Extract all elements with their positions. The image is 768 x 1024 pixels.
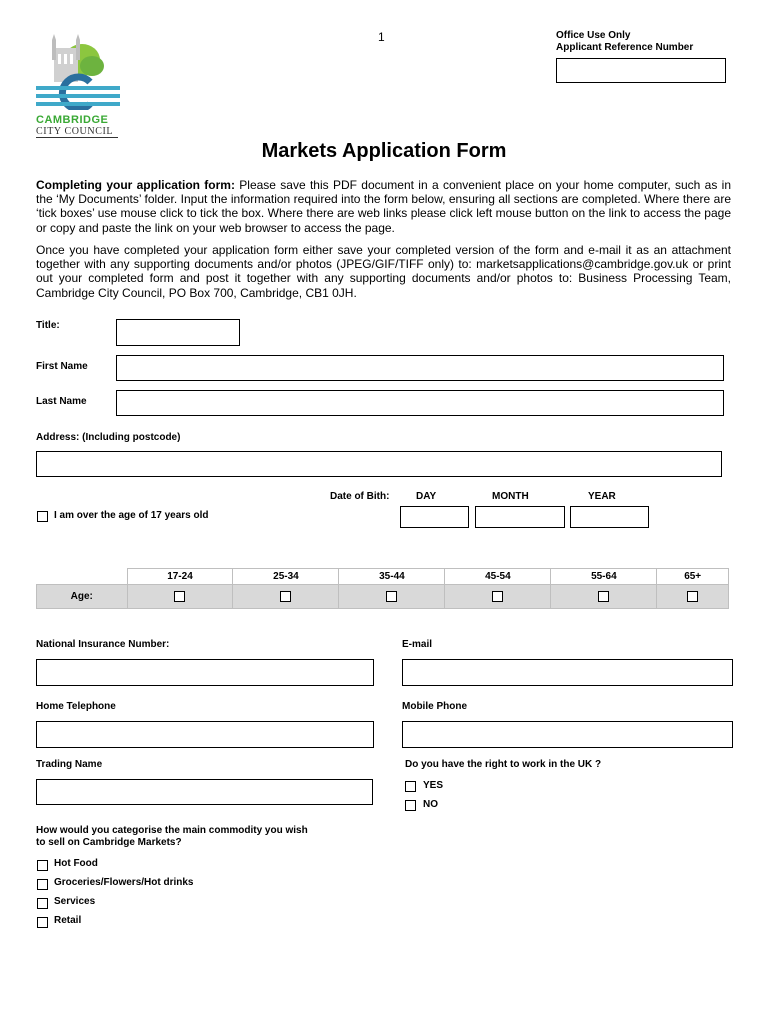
age-cell-1 <box>233 585 339 609</box>
age-cell-4 <box>551 585 657 609</box>
dob-label: Date of Bith: <box>330 491 390 502</box>
page-number: 1 <box>378 30 385 44</box>
dob-month-label: MONTH <box>492 491 529 502</box>
title-label: Title: <box>36 320 60 331</box>
first-name-label: First Name <box>36 361 88 372</box>
age-label: Age: <box>37 585 128 609</box>
intro-paragraph-2: Once you have completed your application form either save your completed version of the form and e-mail it as an attachment together with any supporting documents and/or photos (JPEG/GIF/TIFF only) to: marketsapplications@cambridge.gov.uk or print out your completed form and post it together with any supporting documents and/or photos to: Business Processing Team, Cambridge City Council, PO Box 700, Cambridge, CB1 0JH. <box>36 243 731 300</box>
commodity-label-hot-food: Hot Food <box>54 858 98 869</box>
email-label: E-mail <box>402 639 433 650</box>
right-to-work-yes-checkbox[interactable] <box>405 781 416 792</box>
age-range-5: 65+ <box>657 569 729 585</box>
commodity-label-groceries: Groceries/Flowers/Hot drinks <box>54 877 194 888</box>
age-table <box>36 568 729 609</box>
age-range-3: 45-54 <box>445 569 551 585</box>
applicant-ref-label: Applicant Reference Number <box>556 42 694 53</box>
age-checkbox-2[interactable] <box>386 591 397 602</box>
email-field[interactable] <box>402 659 733 686</box>
trading-name-label: Trading Name <box>36 759 103 770</box>
commodity-checkbox-hot-food[interactable] <box>37 860 48 871</box>
right-to-work-no-checkbox[interactable] <box>405 800 416 811</box>
ni-field[interactable] <box>36 659 374 686</box>
last-name-field[interactable] <box>116 390 724 416</box>
trading-name-field[interactable] <box>36 779 373 805</box>
home-telephone-field[interactable] <box>36 721 374 748</box>
title-field[interactable] <box>116 319 240 346</box>
commodity-question-line2: to sell on Cambridge Markets? <box>36 837 182 848</box>
age-cell-2 <box>339 585 445 609</box>
office-use-block <box>556 30 693 54</box>
commodity-question <box>36 825 308 849</box>
dob-day-label: DAY <box>416 491 437 502</box>
commodity-question-line1: How would you categorise the main commodity you wish <box>36 825 308 836</box>
right-to-work-label: Do you have the right to work in the UK ? <box>405 759 602 770</box>
age-checkbox-row <box>37 585 729 609</box>
commodity-label-services: Services <box>54 896 96 907</box>
age-range-0: 17-24 <box>127 569 233 585</box>
intro-paragraph-1 <box>36 178 731 235</box>
commodity-checkbox-retail[interactable] <box>37 917 48 928</box>
council-crest-icon <box>36 34 120 110</box>
dob-month-field[interactable] <box>475 506 565 528</box>
applicant-ref-field[interactable] <box>556 58 726 83</box>
age-cell-3 <box>445 585 551 609</box>
intro-lead: Completing your application form: <box>36 178 235 192</box>
age-checkbox-0[interactable] <box>174 591 185 602</box>
commodity-label-retail: Retail <box>54 915 82 926</box>
age-cell-0 <box>127 585 233 609</box>
age-range-1: 25-34 <box>233 569 339 585</box>
right-to-work-yes-label: YES <box>423 780 444 791</box>
mobile-phone-label: Mobile Phone <box>402 701 467 712</box>
dob-year-label: YEAR <box>588 491 616 502</box>
age-checkbox-1[interactable] <box>280 591 291 602</box>
age-range-2: 35-44 <box>339 569 445 585</box>
address-field[interactable] <box>36 451 722 477</box>
over17-checkbox[interactable] <box>37 511 48 522</box>
logo-line2: CITY COUNCIL <box>36 126 118 138</box>
age-range-4: 55-64 <box>551 569 657 585</box>
dob-day-field[interactable] <box>400 506 469 528</box>
address-label: Address: (Including postcode) <box>36 432 181 443</box>
dob-year-field[interactable] <box>570 506 649 528</box>
mobile-phone-field[interactable] <box>402 721 733 748</box>
right-to-work-no-label: NO <box>423 799 438 810</box>
age-cell-5 <box>657 585 729 609</box>
commodity-checkbox-services[interactable] <box>37 898 48 909</box>
age-checkbox-4[interactable] <box>598 591 609 602</box>
intro-text-1: Please save this PDF document in a convenient place on your home computer, such as in the ‘My Documents’ folder. Input the information required into the form below, ensuring all sections are completed. Where there are ‘tick boxes’ use mouse click to tick the box. Where there are web links please click left mouse button on the link to access the page or copy and paste the link on your web browser to access the page. <box>36 178 731 235</box>
last-name-label: Last Name <box>36 396 87 407</box>
home-telephone-label: Home Telephone <box>36 701 116 712</box>
council-logo <box>36 34 120 137</box>
logo-line1: CAMBRIDGE <box>36 114 109 126</box>
ni-label: National Insurance Number: <box>36 639 170 650</box>
age-header-row <box>37 569 729 585</box>
age-checkbox-5[interactable] <box>687 591 698 602</box>
age-checkbox-3[interactable] <box>492 591 503 602</box>
commodity-checkbox-groceries[interactable] <box>37 879 48 890</box>
page-title: Markets Application Form <box>261 140 507 162</box>
first-name-field[interactable] <box>116 355 724 381</box>
over17-label: I am over the age of 17 years old <box>54 510 209 521</box>
age-header-empty <box>37 569 128 585</box>
office-use-label: Office Use Only <box>556 30 631 41</box>
